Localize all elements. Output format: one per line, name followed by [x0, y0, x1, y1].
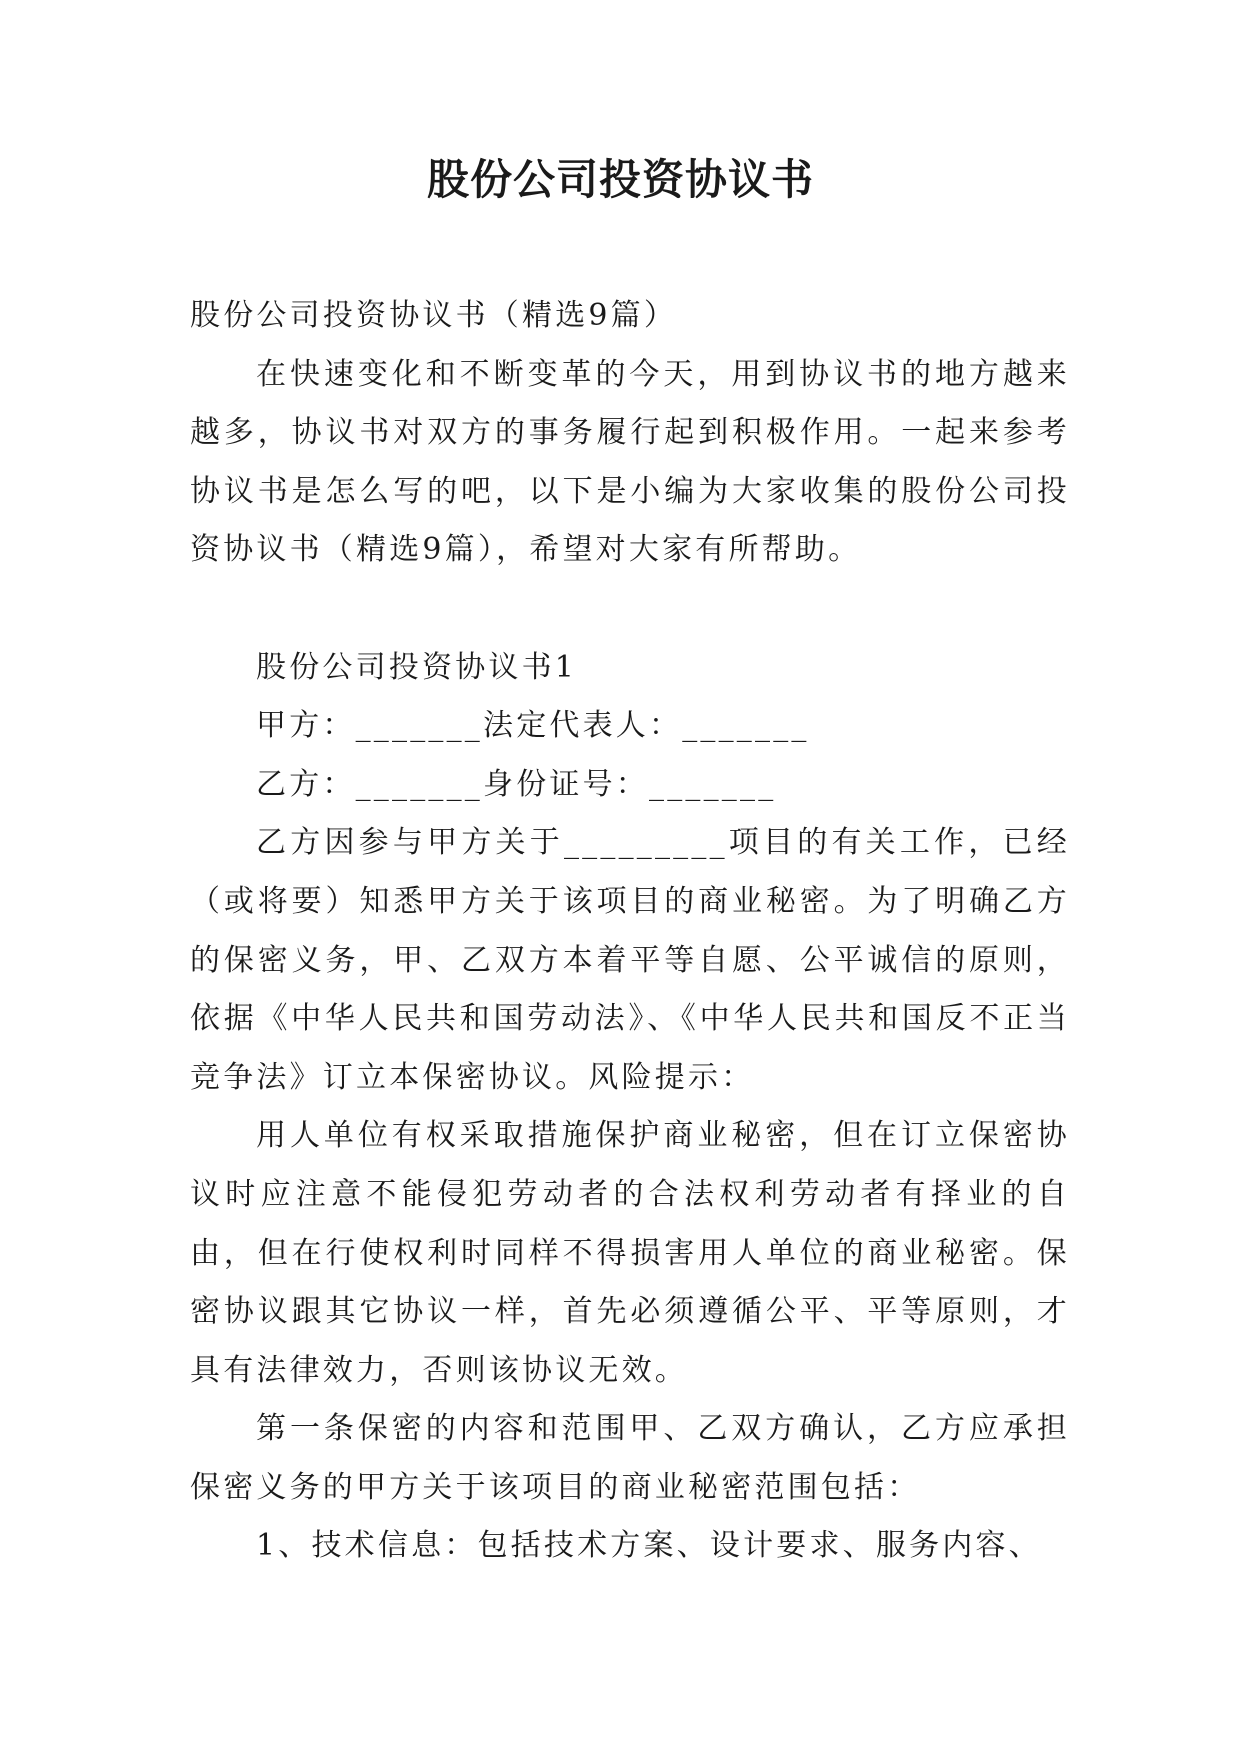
intro-paragraph: 在快速变化和不断变革的今天，用到协议书的地方越来越多，协议书对双方的事务履行起到积极作用。一起来参考协议书是怎么写的吧，以下是小编为大家收集的股份公司投资协议书（精选9篇），希望对大家有所帮助。	[190, 356, 1070, 568]
document-subtitle: 股份公司投资协议书（精选9篇）	[190, 298, 678, 333]
body-paragraph: 1、技术信息：包括技术方案、设计要求、服务内容、	[256, 1528, 1042, 1564]
document-body	[190, 287, 1070, 1576]
document-title: 股份公司投资协议书	[426, 155, 814, 204]
section-heading: 股份公司投资协议书1	[256, 649, 578, 685]
party-b-line: 乙方：_______身份证号：_______	[256, 766, 777, 802]
body-paragraph: 第一条保密的内容和范围甲、乙双方确认，乙方应承担保密义务的甲方关于该项目的商业秘密范围包括：	[190, 1411, 1070, 1505]
paragraph-gap	[190, 580, 1070, 639]
body-paragraph: 乙方因参与甲方关于_________项目的有关工作，已经（或将要）知悉甲方关于该项目的商业秘密。为了明确乙方的保密义务，甲、乙双方本着平等自愿、公平诚信的原则，依据《中华人民共和国劳动法》、《中华人民共和国反不正当竞争法》订立本保密协议。风险提示：	[190, 825, 1070, 1095]
body-paragraph: 用人单位有权采取措施保护商业秘密，但在订立保密协议时应注意不能侵犯劳动者的合法权利劳动者有择业的自由，但在行使权利时同样不得损害用人单位的商业秘密。保密协议跟其它协议一样，首先必须遵循公平、平等原则，才具有法律效力，否则该协议无效。	[190, 1118, 1070, 1388]
party-a-line: 甲方：_______法定代表人：_______	[256, 708, 810, 744]
